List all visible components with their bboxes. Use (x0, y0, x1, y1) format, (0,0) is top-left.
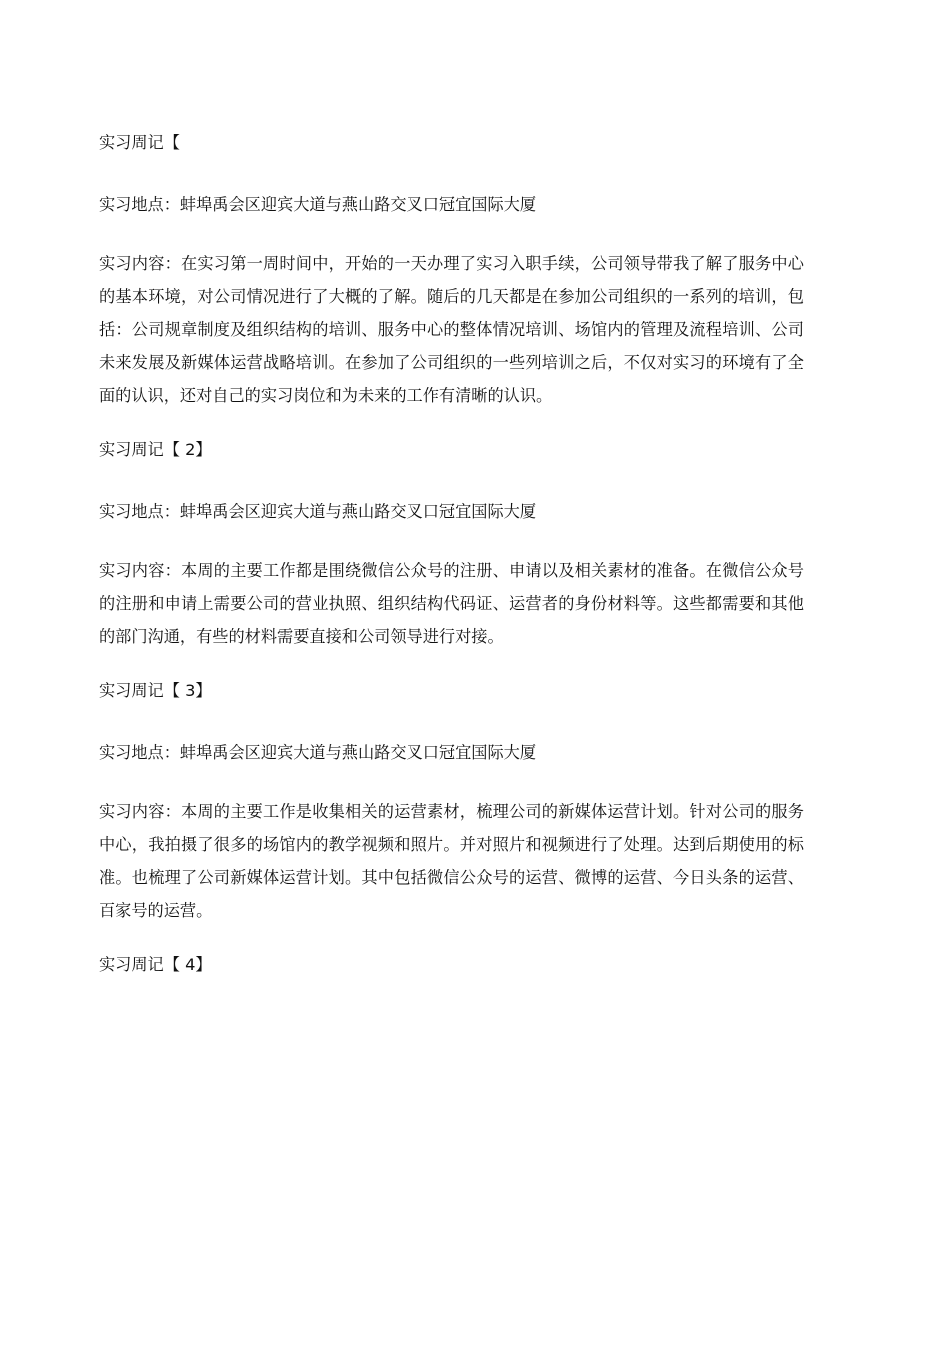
week-title: 实习周记【 3】 (99, 681, 212, 700)
internship-location: 实习地点：蚌埠禹会区迎宾大道与燕山路交叉口冠宜国际大厦 (99, 195, 537, 214)
internship-content: 实习内容：在实习第一周时间中，开始的一天办理了实习入职手续，公司领导带我了解了服务中心的基本环境，对公司情况进行了大概的了解。随后的几天都是在参加公司组织的一系列的培训，包括：公司规章制度及组织结构的培训、服务中心的整体情况培训、场馆内的管理及流程培训、公司未来发展及新媒体运营战略培训。在参加了公司组织的一些列培训之后，不仅对实习的环境有了全面的认识，还对自己的实习岗位和为未来的工作有清晰的认识。 (99, 254, 804, 405)
week-2-section (99, 433, 804, 653)
internship-location: 实习地点：蚌埠禹会区迎宾大道与燕山路交叉口冠宜国际大厦 (99, 743, 537, 762)
week-1-section (99, 126, 804, 412)
document-page (99, 126, 804, 981)
week-title: 实习周记【 (99, 133, 180, 152)
internship-location: 实习地点：蚌埠禹会区迎宾大道与燕山路交叉口冠宜国际大厦 (99, 502, 537, 521)
week-3-section (99, 674, 804, 927)
internship-content: 实习内容：本周的主要工作都是围绕微信公众号的注册、申请以及相关素材的准备。在微信公众号的注册和申请上需要公司的营业执照、组织结构代码证、运营者的身份材料等。这些都需要和其他的部门沟通，有些的材料需要直接和公司领导进行对接。 (99, 561, 804, 646)
week-title: 实习周记【 4】 (99, 955, 212, 974)
week-title: 实习周记【 2】 (99, 440, 212, 459)
internship-content: 实习内容：本周的主要工作是收集相关的运营素材，梳理公司的新媒体运营计划。针对公司的服务中心，我拍摄了很多的场馆内的教学视频和照片。并对照片和视频进行了处理。达到后期使用的标准。也梳理了公司新媒体运营计划。其中包括微信公众号的运营、微博的运营、今日头条的运营、百家号的运营。 (99, 802, 804, 920)
week-4-section (99, 948, 804, 981)
